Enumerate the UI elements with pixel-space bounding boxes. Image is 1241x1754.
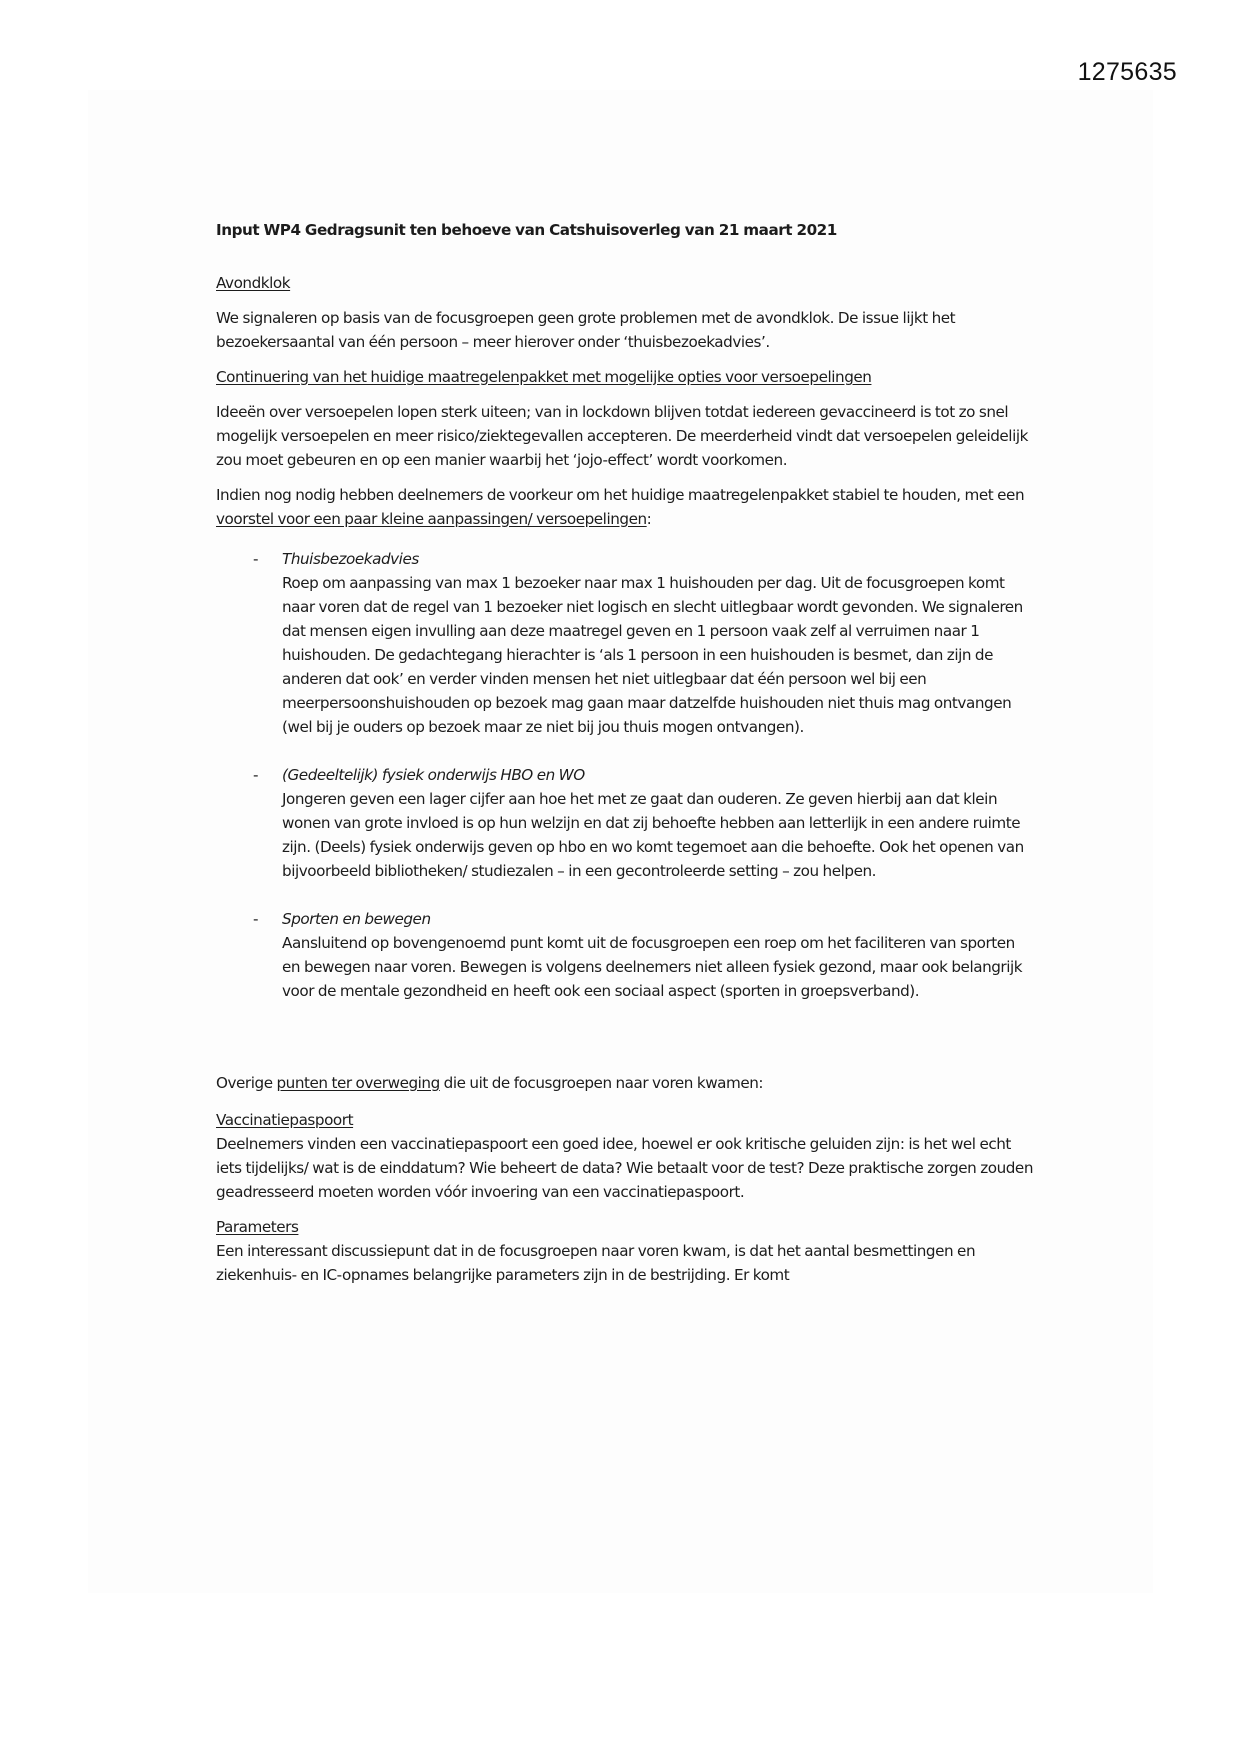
overige-underlined-text: punten ter overweging [276, 1074, 440, 1092]
paragraph-avondklok: We signaleren op basis van de focusgroepen geen grote problemen met de avondklok. De issue lijkt het bezoekersaantal van één persoon – meer hierover onder ‘thuisbezoekadvies’. [216, 309, 956, 351]
section-heading-avondklok: Avondklok [216, 274, 291, 292]
paragraph-voorkeur-suffix: : [646, 510, 652, 528]
paragraph-voorkeur [216, 483, 1036, 531]
section-heading-parameters: Parameters [216, 1218, 299, 1236]
list-item-title: (Gedeeltelijk) fysiek onderwijs HBO en WO [282, 766, 585, 784]
bullet-dash: - [253, 766, 259, 784]
list-item-title: Thuisbezoekadvies [282, 550, 419, 568]
list-item-sporten-bewegen [216, 907, 1036, 1003]
list-item-thuisbezoekadvies [216, 547, 1036, 739]
section-heading-continuering: Continuering van het huidige maatregelenpakket met mogelijke opties voor versoepelingen [216, 368, 872, 386]
document-content [216, 218, 1036, 1298]
list-item-fysiek-onderwijs [216, 763, 1036, 883]
list-item-text: Jongeren geven een lager cijfer aan hoe het met ze gaat dan ouderen. Ze geven hierbij aan dat klein wonen van grote invloed is op hun welzijn en dat zij behoefte hebben aan letterlijk in een andere ruimte zijn. (Deels) fysiek onderwijs geven op hbo en wo komt tegemoet aan die behoefte. Ook het openen van bijvoorbeeld bibliotheken/ studiezalen – in een gecontroleerde setting – zou helpen. [282, 790, 1024, 880]
list-item-title: Sporten en bewegen [282, 910, 431, 928]
paragraph-parameters: Een interessant discussiepunt dat in de focusgroepen naar voren kwam, is dat het aantal besmettingen en ziekenhuis- en IC-opnames belangrijke parameters zijn in de bestrijding. Er komt [216, 1242, 976, 1284]
document-id: 1275635 [1077, 58, 1177, 86]
overige-suffix: die uit de focusgroepen naar voren kwamen: [439, 1074, 764, 1092]
paragraph-voorkeur-prefix: Indien nog nodig hebben deelnemers de voorkeur om het huidige maatregelenpakket stabiel te houden, met een [216, 486, 1025, 504]
section-heading-vaccinatiepaspoort: Vaccinatiepaspoort [216, 1111, 354, 1129]
paragraph-versoepelen: Ideeën over versoepelen lopen sterk uiteen; van in lockdown blijven totdat iedereen gevaccineerd is tot zo snel mogelijk versoepelen en meer risico/ziektegevallen accepteren. De meerderheid vindt dat versoepelen geleidelijk zou moet gebeuren en op een manier waarbij het ‘jojo-effect’ wordt voorkomen. [216, 403, 1028, 469]
overige-prefix: Overige [216, 1074, 277, 1092]
bullet-dash: - [253, 910, 259, 928]
bullet-dash: - [253, 550, 259, 568]
list-item-text: Roep om aanpassing van max 1 bezoeker naar max 1 huishouden per dag. Uit de focusgroepen komt naar voren dat de regel van 1 bezoeker niet logisch en slecht uitlegbaar wordt gevonden. We signaleren dat mensen eigen invulling aan deze maatregel geven en 1 persoon vaak zelf al verruimen naar 1 huishouden. De gedachtegang hierachter is ‘als 1 persoon in een huishouden is besmet, dan zijn de anderen dat ook’ en verder vinden mensen het niet uitlegbaar dat één persoon wel bij een meerpersoonshuishouden op bezoek mag gaan maar datzelfde huishouden niet thuis mag ontvangen (wel bij je ouders op bezoek maar ze niet bij jou thuis mogen ontvangen). [282, 574, 1023, 736]
paragraph-overige [216, 1071, 1036, 1095]
document-title: Input WP4 Gedragsunit ten behoeve van Catshuisoverleg van 21 maart 2021 [216, 221, 837, 239]
voorstel-underlined-text: voorstel voor een paar kleine aanpassingen/ versoepelingen [216, 510, 647, 528]
paragraph-vaccinatiepaspoort: Deelnemers vinden een vaccinatiepaspoort een goed idee, hoewel er ook kritische geluiden zijn: is het wel echt iets tijdelijks/ wat is de einddatum? Wie beheert de data? Wie betaalt voor de test? Deze praktische zorgen zouden geadresseerd moeten worden vóór invoering van een vaccinatiepaspoort. [216, 1135, 1034, 1201]
proposal-list [216, 547, 1036, 1003]
spacer [216, 1027, 1036, 1071]
list-item-text: Aansluitend op bovengenoemd punt komt uit de focusgroepen een roep om het faciliteren van sporten en bewegen naar voren. Bewegen is volgens deelnemers niet alleen fysiek gezond, maar ook belangrijk voor de mentale gezondheid en heeft ook een sociaal aspect (sporten in groepsverband). [282, 934, 1023, 1000]
